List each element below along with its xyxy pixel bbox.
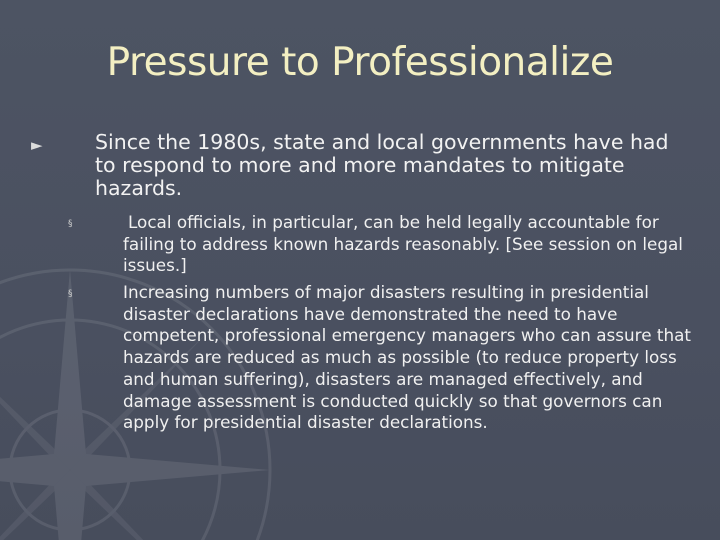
bullet-text: Since the 1980s, state and local governments have had to respond to more and more mandates to mitigate hazards. bbox=[95, 130, 669, 200]
subbullet-text: Local officials, in particular, can be held legally accountable for failing to address known hazards reasonably. [See session on legal issues.] bbox=[123, 212, 683, 276]
section-bullet-icon: § bbox=[68, 219, 73, 229]
slide-title: Pressure to Professionalize bbox=[106, 40, 614, 85]
arrow-bullet-icon: ► bbox=[31, 136, 43, 154]
subbullet-text: Increasing numbers of major disasters resulting in presidential disaster declarations have demonstrated the need to have competent, professional emergency managers who can assure that hazards are reduced as much as possible (to reduce property loss and human suffering), disasters are managed effectively, and damage assessment is conducted quickly so that governors can apply for presidential disaster declarations. bbox=[123, 282, 691, 433]
section-bullet-icon: § bbox=[68, 289, 73, 299]
